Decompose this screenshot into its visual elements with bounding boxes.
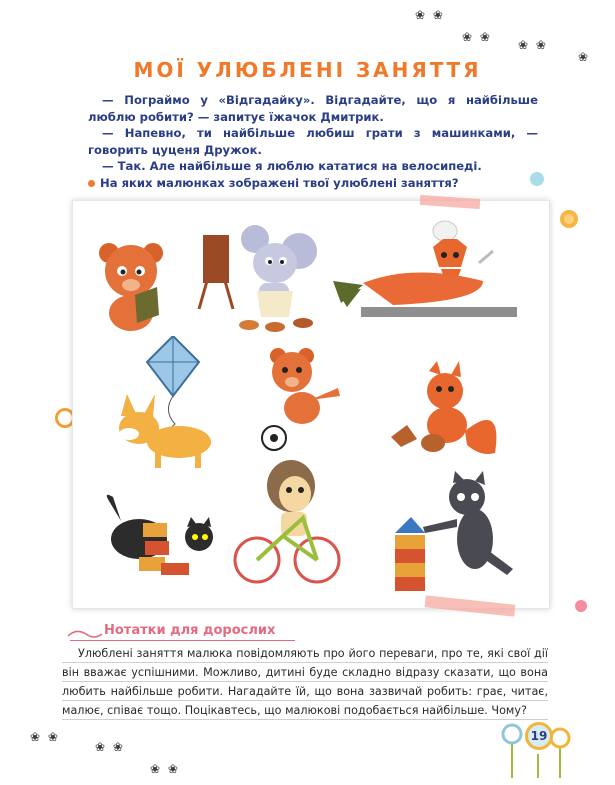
decor-dot — [530, 172, 544, 186]
squirrel-modelling-icon — [385, 361, 505, 461]
dialogue-line: — Пограймо у «Відгадайку». Відгадайте, що я найбільше люблю робити? — запитує їжачок Дмитрик. — [88, 93, 538, 124]
notes-text: Улюблені заняття малюка повідомляють про його переваги, про те, які свої дії він вважає успішними. Можливо, дитині буде складно відразу сказати, що вона любить найбільше робити. Нагадайте їй, що вона зазвичай робить: грає, читає, малює, співає тощо. Поцікавтесь, що малюкові подобається найбільше. Чому? — [62, 647, 548, 717]
dialogue-line: — Так. Але найбільше я люблю кататися на велосипеді. — [102, 159, 482, 173]
cat-tower-icon — [391, 469, 521, 599]
notes-underline — [70, 640, 295, 641]
mouse-painting-icon — [193, 221, 323, 336]
notes-body — [62, 644, 548, 720]
dialogue-text — [88, 92, 538, 191]
paw-prints-icon: ❀ ❀ — [462, 30, 492, 44]
dialogue-line: — Напевно, ти найбільше любиш грати з машинками, — говорить цуценя Дружок. — [88, 126, 538, 157]
decor-dot — [575, 600, 587, 612]
hedgehog-bicycle-icon — [233, 456, 343, 591]
page-title: МОЇ УЛЮБЛЕНІ ЗАНЯТТЯ — [133, 58, 482, 82]
cat-blocks-icon — [99, 491, 224, 586]
task-question: На яких малюнках зображені твої улюблені заняття? — [88, 175, 538, 192]
paw-prints-icon: ❀ ❀ — [518, 38, 548, 52]
fox-chef-carrot-icon — [333, 211, 523, 331]
paw-prints-icon: ❀ — [578, 50, 591, 64]
notes-heading: Нотатки для дорослих — [104, 623, 276, 638]
page-number: 19 — [525, 722, 553, 750]
paw-prints-icon: ❀ ❀ — [150, 762, 180, 776]
swirl-arrow-icon — [66, 626, 106, 646]
decor-ring — [560, 210, 578, 228]
paw-prints-icon: ❀ ❀ — [415, 8, 445, 22]
paw-prints-icon: ❀ ❀ — [95, 740, 125, 754]
paw-prints-icon: ❀ ❀ — [30, 730, 60, 744]
bear-reading-icon — [95, 239, 175, 334]
illustrations-frame — [72, 200, 550, 609]
bear-football-icon — [258, 346, 358, 456]
fox-puppy-kite-icon — [103, 336, 223, 476]
